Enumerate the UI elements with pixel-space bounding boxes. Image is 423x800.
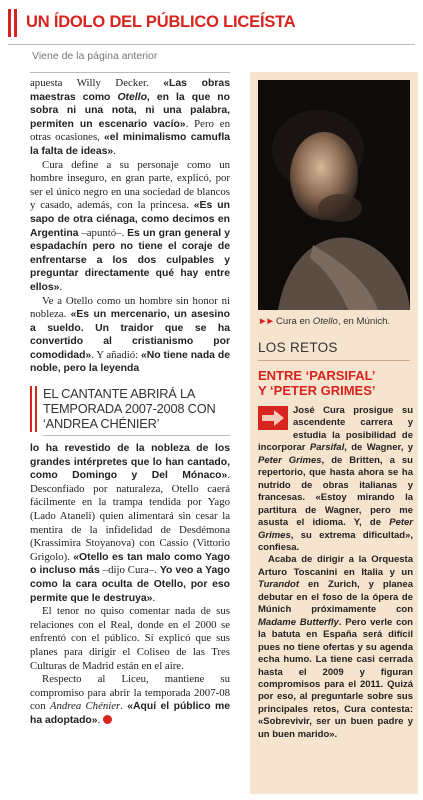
sidebar-paragraph: Acaba de dirigir a la Orquesta Arturo Toscanini en Italia y un Turandot en Zurich, y planea debutar en el foso de la ópera de Múnich próximamente con Madame Butterfly. Pero verle con la batuta en España será difícil pues no tiene ofertas y su agenda echa humo. La tiene casi cerrada hasta el 2009 y figuran compromisos para el 2011. Quizá por eso, al preguntarle sobre sus principales retos, Cura contesta: «Sobrevivir, ser un buen padre y un buen marido». — [258, 554, 413, 740]
sidebar-paragraph: José Cura prosigue su ascendente carrera y estudia la posibilidad de incorporar Parsifal, de Wagner, y Peter Grimes, de Britten, a su repertorio, que hasta ahora se ha nutrido de obras italianas y francesas. «Estoy mirando la partitura de Wagner, pero me asusta el idioma. Y, de Peter Grimes, su extrema dificultad», confiesa. — [258, 405, 413, 553]
article-header — [8, 8, 416, 38]
sidebar-title: ENTRE ‘PARSIFAL’ Y ‘PETER GRIMES’ — [258, 368, 376, 398]
pull-quote — [30, 386, 230, 436]
sidebar-divider — [258, 360, 410, 361]
pull-quote-accent-bars — [30, 386, 40, 432]
body-paragraph: apuesta Willy Decker. «Las obras maestras como Otello, en la que no sobra ni una nota, ni una palabra, permiten un escenario vacío». Pero en otras ocasiones, «el minimalismo camufla la falta de ideas». — [30, 77, 230, 157]
continued-from-label: Viene de la página anterior — [32, 50, 158, 62]
body-paragraph: Ve a Otello como un hombre sin honor ni nobleza. «Es un mercenario, un asesino a sueldo. Un traidor que se ha convertido al cristianismo por comodidad». Y añadió: «No tiene nada de noble, pero la leyenda — [30, 294, 231, 375]
article-section-title: UN ÍDOLO DEL PÚBLICO LICEÍSTA — [26, 13, 296, 31]
end-mark-icon — [103, 715, 112, 724]
body-paragraph: Respecto al Liceu, mantiene su compromiso para abrir la temporada 2007-08 con Andrea Chénier. «Aquí el público me ha adoptado». — [30, 673, 230, 726]
sidebar-box — [250, 72, 418, 794]
article-body-top — [30, 77, 230, 376]
photo-caption: ►► Cura en Otello, en Múnich. — [258, 316, 391, 327]
article-body-bottom — [30, 442, 230, 727]
continued-divider — [30, 72, 230, 73]
left-column — [30, 48, 230, 728]
sidebar-section-label: LOS RETOS — [258, 340, 338, 355]
body-paragraph: Cura define a su personaje como un hombre inseguro, en gran parte, explicó, por ser el único negro en una sociedad de blancos y casado, además, con la princesa. «Es un sapo de otra ciénaga, como decimos en Argentina –apuntó–. Es un gran general y espadachín pero no tiene el coraje de enfrentarse a los dos culpables y preguntar directamente qué hay entre ellos». — [30, 158, 230, 293]
body-paragraph: lo ha revestido de la nobleza de los grandes intérpretes que lo han cantado, como Domingo y Del Mónaco». Desconfiado por naturaleza, Otello caerá fácilmente en la trampa tendida por Yago (Lado Ataneli) quien alimentará sin cesar la mentira de la infidelidad de Desdémona (Krassimira Stoyanova) con Cassio (Vittorio Grigolo). «Otello es tan malo como Yago o incluso más –dijo Cura–. Yo veo a Yago como la cara oculta de Otello, por eso permite que le destruya». — [30, 443, 230, 604]
body-paragraph: El tenor no quiso comentar nada de sus relaciones con el Real, donde en el 2000 se enfrentó con el público. Sí explicó que sus planes para dirigir el Coliseo de las Tres Culturas de Madrid están en el aire. — [30, 605, 230, 672]
sidebar-body — [258, 405, 413, 741]
header-accent-bars — [8, 9, 22, 37]
arrow-right-icon: ►► — [258, 316, 273, 327]
pull-quote-divider — [43, 435, 230, 436]
arrow-right-icon — [258, 406, 288, 430]
pull-quote-text: EL CANTANTE ABRIRÁ LA TEMPORADA 2007-2008 CON ‘ANDREA CHÉNIER’ — [43, 386, 216, 432]
header-divider — [8, 44, 415, 45]
portrait-photo — [258, 80, 410, 310]
